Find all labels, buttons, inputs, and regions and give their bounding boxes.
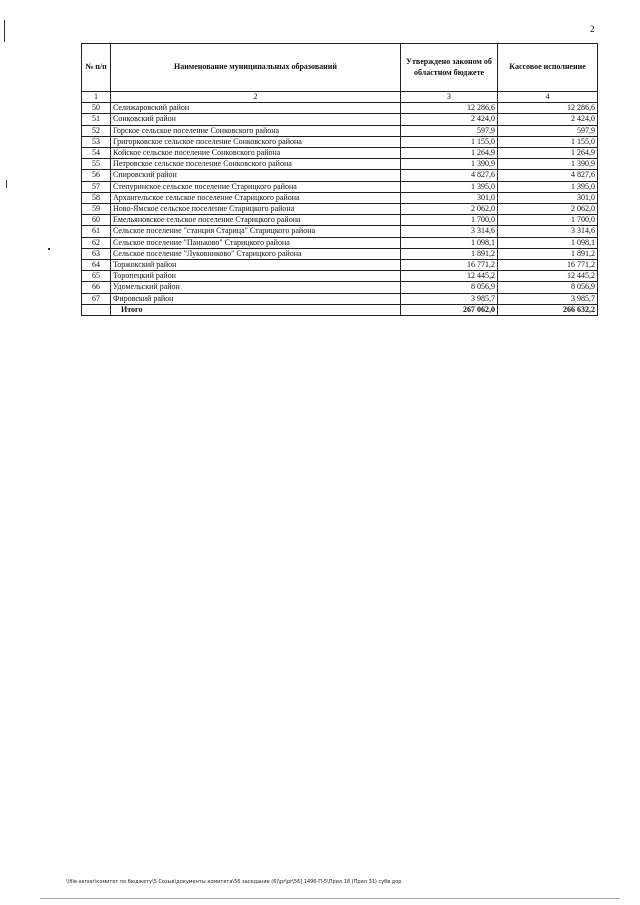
approved-amount: 3 314,6: [401, 226, 498, 237]
row-number: 66: [82, 282, 111, 293]
budget-table: [81, 43, 598, 316]
table-row: [82, 215, 598, 226]
executed-amount: 2 424,0: [498, 114, 598, 125]
executed-amount: 1 264,9: [498, 148, 598, 159]
approved-amount: 2 062,0: [401, 204, 498, 215]
municipality-name: Койское сельское поселение Сонковского района: [111, 148, 401, 159]
row-number: 62: [82, 237, 111, 248]
header-num: № п/п: [82, 44, 111, 92]
municipality-name: Торопецкий район: [111, 271, 401, 282]
approved-amount: 1 098,1: [401, 237, 498, 248]
approved-amount: 2 424,0: [401, 114, 498, 125]
row-number: 57: [82, 181, 111, 192]
table-row: [82, 148, 598, 159]
row-number: 50: [82, 103, 111, 114]
table-row: [82, 181, 598, 192]
municipality-name: Петровское сельское поселение Сонковского района: [111, 159, 401, 170]
scan-edge-mark: [4, 20, 5, 42]
executed-amount: 597,9: [498, 125, 598, 136]
column-index: 2: [111, 92, 401, 103]
row-number: 59: [82, 204, 111, 215]
table-row: [82, 260, 598, 271]
row-number: 60: [82, 215, 111, 226]
approved-amount: 1 891,2: [401, 248, 498, 259]
table-body: [82, 103, 598, 316]
municipality-name: Сельское поселение "станция Старица" Старицкого района: [111, 226, 401, 237]
executed-amount: 1 700,0: [498, 215, 598, 226]
executed-amount: 1 891,2: [498, 248, 598, 259]
total-executed: 266 632,2: [498, 304, 598, 315]
header-executed: Кассовое исполнение: [498, 44, 598, 92]
row-number: 64: [82, 260, 111, 271]
table-row: [82, 248, 598, 259]
approved-amount: 8 056,9: [401, 282, 498, 293]
executed-amount: 12 286,6: [498, 103, 598, 114]
municipality-name: Сельское поселение "Луковниково" Старицкого района: [111, 248, 401, 259]
executed-amount: 3 985,7: [498, 293, 598, 304]
table-row: [82, 114, 598, 125]
total-num-cell: [82, 304, 111, 315]
municipality-name: Емельяновское сельское поселение Старицкого района: [111, 215, 401, 226]
row-number: 56: [82, 170, 111, 181]
scan-edge-mark: [48, 248, 50, 250]
header-name: Наименование муниципальных образований: [111, 44, 401, 92]
municipality-name: Степуринское сельское поселение Старицкого района: [111, 181, 401, 192]
approved-amount: 3 985,7: [401, 293, 498, 304]
row-number: 52: [82, 125, 111, 136]
municipality-name: Горское сельское поселение Сонковского района: [111, 125, 401, 136]
approved-amount: 1 155,0: [401, 136, 498, 147]
row-number: 58: [82, 192, 111, 203]
municipality-name: Селижаровский район: [111, 103, 401, 114]
scan-edge-mark: [6, 180, 7, 188]
approved-amount: 1 390,9: [401, 159, 498, 170]
municipality-name: Ново-Ямское сельское поселение Старицкого района: [111, 204, 401, 215]
table-row: [82, 282, 598, 293]
approved-amount: 1 395,0: [401, 181, 498, 192]
executed-amount: 301,0: [498, 192, 598, 203]
total-row: [82, 304, 598, 315]
executed-amount: 8 056,9: [498, 282, 598, 293]
municipality-name: Удомельский район: [111, 282, 401, 293]
municipality-name: Григорковское сельское поселение Сонковского района: [111, 136, 401, 147]
table-row: [82, 237, 598, 248]
table-header-row: [82, 44, 598, 92]
page-number: 2: [590, 24, 595, 34]
approved-amount: 1 264,9: [401, 148, 498, 159]
row-number: 61: [82, 226, 111, 237]
approved-amount: 301,0: [401, 192, 498, 203]
executed-amount: 16 771,2: [498, 260, 598, 271]
executed-amount: 2 062,0: [498, 204, 598, 215]
table-row: [82, 226, 598, 237]
table-row: [82, 125, 598, 136]
municipality-name: Сонковский район: [111, 114, 401, 125]
table-row: [82, 136, 598, 147]
header-approved: Утверждено законом об областном бюджете: [401, 44, 498, 92]
table-row: [82, 204, 598, 215]
row-number: 67: [82, 293, 111, 304]
total-approved: 267 062,0: [401, 304, 498, 315]
table-row: [82, 192, 598, 203]
table-row: [82, 293, 598, 304]
municipality-name: Спировский район: [111, 170, 401, 181]
table-row: [82, 103, 598, 114]
column-index: 4: [498, 92, 598, 103]
municipality-name: Торжокский район: [111, 260, 401, 271]
municipality-name: Сельское поселение "Паньково" Старицкого района: [111, 237, 401, 248]
row-number: 63: [82, 248, 111, 259]
executed-amount: 1 098,1: [498, 237, 598, 248]
file-path-footer: \\file-server\комитет по бюджету\5 Созыв\документы комитета\56 заседание (6)\pr\pr\56] 1496-П-5\Прил 18 (Прил 31) субв дор: [66, 879, 402, 885]
executed-amount: 1 390,9: [498, 159, 598, 170]
total-label: Итого: [111, 304, 401, 315]
row-number: 65: [82, 271, 111, 282]
executed-amount: 12 445,2: [498, 271, 598, 282]
approved-amount: 597,9: [401, 125, 498, 136]
table-row: [82, 159, 598, 170]
bottom-scan-line: [40, 898, 620, 899]
row-number: 54: [82, 148, 111, 159]
executed-amount: 4 827,6: [498, 170, 598, 181]
row-number: 55: [82, 159, 111, 170]
executed-amount: 3 314,6: [498, 226, 598, 237]
approved-amount: 4 827,6: [401, 170, 498, 181]
approved-amount: 1 700,0: [401, 215, 498, 226]
column-index: 1: [82, 92, 111, 103]
executed-amount: 1 395,0: [498, 181, 598, 192]
executed-amount: 1 155,0: [498, 136, 598, 147]
table-row: [82, 271, 598, 282]
column-index-row: [82, 92, 598, 103]
municipality-name: Архангельское сельское поселение Старицкого района: [111, 192, 401, 203]
column-index: 3: [401, 92, 498, 103]
approved-amount: 12 286,6: [401, 103, 498, 114]
row-number: 51: [82, 114, 111, 125]
approved-amount: 12 445,2: [401, 271, 498, 282]
table-row: [82, 170, 598, 181]
municipality-name: Фировский район: [111, 293, 401, 304]
approved-amount: 16 771,2: [401, 260, 498, 271]
row-number: 53: [82, 136, 111, 147]
